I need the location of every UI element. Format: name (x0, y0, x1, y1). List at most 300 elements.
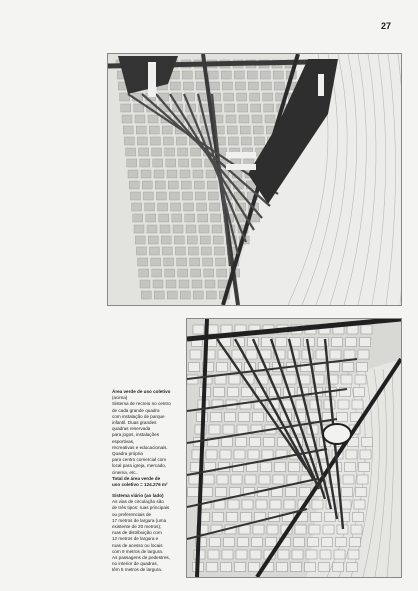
city-block (143, 192, 153, 200)
caption-line: recreativas e educacionais. (112, 444, 168, 450)
city-block (229, 375, 240, 384)
city-block (234, 450, 245, 459)
city-block (240, 400, 251, 409)
city-block (248, 82, 258, 90)
city-block (262, 450, 273, 459)
city-block (334, 550, 345, 559)
city-block (189, 475, 200, 484)
city-block (294, 538, 305, 547)
city-block (189, 363, 200, 372)
city-block (171, 203, 181, 211)
caption-line: local para igreja, mercado, (112, 463, 167, 469)
city-block (228, 500, 239, 509)
city-block (323, 525, 334, 534)
city-block (223, 425, 234, 434)
city-block (253, 413, 264, 422)
city-block (153, 280, 163, 288)
city-block (253, 126, 263, 134)
city-block (155, 181, 165, 189)
city-block (208, 550, 219, 559)
city-block (273, 475, 284, 484)
city-block (302, 350, 313, 359)
city-block (278, 550, 289, 559)
city-block (231, 475, 242, 484)
city-block (259, 475, 270, 484)
city-block (346, 338, 357, 347)
city-block (217, 363, 228, 372)
city-block (264, 104, 274, 112)
city-block (330, 350, 341, 359)
city-block (211, 413, 222, 422)
city-block (190, 350, 201, 359)
city-block (128, 170, 138, 178)
city-block (192, 280, 202, 288)
city-block (227, 513, 238, 522)
city-block (357, 475, 368, 484)
city-block (206, 291, 216, 299)
city-block (135, 236, 145, 244)
city-block (182, 192, 192, 200)
city-block (354, 388, 365, 397)
caption-line: com instalação de parque (112, 413, 165, 419)
city-block (305, 563, 316, 572)
city-block (205, 280, 215, 288)
city-block (192, 159, 202, 167)
city-block (238, 104, 248, 112)
city-block (172, 214, 182, 222)
city-block (175, 247, 185, 255)
city-block (222, 82, 232, 90)
city-block (322, 538, 333, 547)
city-block (162, 247, 172, 255)
city-block (212, 225, 222, 233)
roundabout (323, 424, 351, 444)
caption-line: no interior de quadras, (112, 561, 158, 567)
city-block (338, 400, 349, 409)
city-block (309, 525, 320, 534)
city-block (166, 159, 176, 167)
city-block (261, 82, 271, 90)
city-block (276, 338, 287, 347)
city-block (185, 214, 195, 222)
city-block (145, 203, 155, 211)
city-block (221, 563, 232, 572)
city-block (289, 463, 300, 472)
city-block (134, 225, 144, 233)
city-block (222, 550, 233, 559)
city-block (239, 413, 250, 422)
city-block (152, 148, 162, 156)
plaza (226, 152, 256, 158)
caption-line: para jogos, instalações esportivas, (112, 432, 159, 444)
city-block (126, 148, 136, 156)
city-block (235, 563, 246, 572)
city-block (252, 538, 263, 547)
city-block (159, 214, 169, 222)
city-block (318, 338, 329, 347)
city-block (325, 513, 336, 522)
city-block (240, 126, 250, 134)
city-block (160, 225, 170, 233)
city-block (180, 170, 190, 178)
city-block (148, 236, 158, 244)
city-block (217, 269, 227, 277)
city-block (351, 525, 362, 534)
city-block (142, 181, 152, 189)
caption-green-title: Área verde de uso coletivo (112, 389, 171, 394)
city-block (206, 450, 217, 459)
city-block (163, 137, 173, 145)
city-block (220, 450, 231, 459)
city-block (196, 82, 206, 90)
city-block (238, 538, 249, 547)
city-block (341, 375, 352, 384)
city-block (320, 550, 331, 559)
city-block (242, 500, 253, 509)
city-block (241, 137, 251, 145)
city-block (343, 475, 354, 484)
caption-line: cinema, etc.. (112, 469, 139, 475)
city-block (186, 225, 196, 233)
city-block (359, 463, 370, 472)
city-block (202, 488, 213, 497)
city-block (179, 280, 189, 288)
city-block (170, 82, 180, 90)
city-block (130, 192, 140, 200)
city-block (343, 363, 354, 372)
sports-field (148, 62, 156, 97)
caption-line: 17 metros de largura (uma (112, 517, 167, 523)
city-block (352, 400, 363, 409)
city-block (148, 115, 158, 123)
site-plan-green-areas (107, 53, 402, 306)
city-block (149, 126, 159, 134)
city-block (181, 181, 191, 189)
city-block (234, 71, 244, 79)
city-block (203, 258, 213, 266)
caption-line: As vias de circulação são (112, 499, 164, 505)
city-block (264, 438, 275, 447)
city-block (147, 225, 157, 233)
city-block (127, 159, 137, 167)
caption-line: quadras reservada (112, 426, 151, 432)
city-block (141, 291, 151, 299)
city-block (199, 225, 209, 233)
city-block (210, 538, 221, 547)
city-block (180, 291, 190, 299)
city-block (200, 236, 210, 244)
city-block (306, 550, 317, 559)
city-block (256, 500, 267, 509)
city-block (133, 214, 143, 222)
city-block (224, 93, 234, 101)
city-block (265, 115, 275, 123)
city-block (162, 126, 172, 134)
caption-line: para centro comercial com (112, 457, 167, 463)
city-block (275, 463, 286, 472)
city-block (324, 400, 335, 409)
city-block (209, 425, 220, 434)
city-block (347, 563, 358, 572)
city-block (226, 115, 236, 123)
city-block (236, 438, 247, 447)
caption-green-total (112, 476, 182, 488)
city-block (178, 148, 188, 156)
city-block (207, 181, 217, 189)
city-block (191, 148, 201, 156)
city-block (165, 269, 175, 277)
city-block (250, 550, 261, 559)
city-block (146, 214, 156, 222)
city-block (209, 82, 219, 90)
city-block (225, 104, 235, 112)
city-block (274, 82, 284, 90)
city-block (193, 291, 203, 299)
city-block (214, 388, 225, 397)
city-block (333, 563, 344, 572)
city-block (206, 170, 216, 178)
city-block (213, 236, 223, 244)
city-block (211, 214, 221, 222)
city-block (339, 513, 350, 522)
city-block (141, 170, 151, 178)
city-block (253, 525, 264, 534)
city-block (139, 269, 149, 277)
caption-green-subtitle: (acima) (112, 395, 128, 401)
city-block (360, 450, 371, 459)
city-block (284, 500, 295, 509)
city-block (247, 71, 257, 79)
caption-total-line: Total de área verde de (112, 475, 161, 481)
city-block (121, 104, 131, 112)
city-block (165, 148, 175, 156)
city-block (273, 71, 283, 79)
city-block (208, 192, 218, 200)
site-plan-road-system-drawing (187, 319, 401, 577)
city-block (337, 413, 348, 422)
city-block (203, 475, 214, 484)
caption-line: 12 metros de largura e (112, 536, 159, 542)
city-block (158, 203, 168, 211)
site-plan-green-areas-drawing (108, 54, 401, 305)
city-block (360, 338, 371, 347)
city-block (354, 500, 365, 509)
city-block (193, 170, 203, 178)
city-block (173, 225, 183, 233)
city-block (176, 137, 186, 145)
city-block (216, 488, 227, 497)
city-block (228, 388, 239, 397)
city-block (190, 258, 200, 266)
city-block (362, 438, 373, 447)
city-block (250, 93, 260, 101)
city-block (149, 247, 159, 255)
city-block (261, 463, 272, 472)
city-block (187, 236, 197, 244)
city-block (286, 488, 297, 497)
city-block (201, 247, 211, 255)
city-block (198, 214, 208, 222)
caption-total-line: uso coletivo = 124.276 m² (112, 482, 168, 488)
city-block (355, 375, 366, 384)
city-block (249, 563, 260, 572)
city-block (204, 269, 214, 277)
city-block (236, 550, 247, 559)
city-block (357, 363, 368, 372)
city-block (266, 538, 277, 547)
city-block (137, 137, 147, 145)
sports-field (318, 74, 324, 96)
city-block (195, 192, 205, 200)
city-block (213, 513, 224, 522)
city-block (134, 104, 144, 112)
city-block (270, 500, 281, 509)
caption-line: ruas de acesso ou locais (112, 542, 163, 548)
city-block (216, 258, 226, 266)
city-block (353, 513, 364, 522)
city-block (154, 291, 164, 299)
city-block (252, 115, 262, 123)
caption-line: infantil. Duas grandes (112, 420, 157, 426)
city-block (336, 538, 347, 547)
city-block (319, 563, 330, 572)
site-plan-road-system (186, 318, 402, 578)
city-block (161, 236, 171, 244)
city-block (228, 137, 238, 145)
city-block (329, 363, 340, 372)
city-block (182, 71, 192, 79)
city-block (235, 82, 245, 90)
city-block (225, 413, 236, 422)
city-block (154, 170, 164, 178)
city-block (136, 126, 146, 134)
city-block (239, 115, 249, 123)
city-block (217, 475, 228, 484)
city-block (344, 350, 355, 359)
city-block (246, 350, 257, 359)
city-block (179, 159, 189, 167)
city-block (342, 488, 353, 497)
city-block (193, 325, 204, 334)
city-block (210, 203, 220, 211)
city-block (167, 170, 177, 178)
city-block (356, 488, 367, 497)
city-block (139, 148, 149, 156)
city-block (166, 280, 176, 288)
city-block (136, 247, 146, 255)
city-block (124, 137, 134, 145)
caption-green-area (112, 389, 182, 488)
city-block (263, 93, 273, 101)
caption-line: de cada grande quadra (112, 407, 160, 413)
city-block (178, 269, 188, 277)
city-block (156, 192, 166, 200)
city-block (224, 538, 235, 547)
city-block (184, 203, 194, 211)
city-block (267, 525, 278, 534)
city-block (174, 236, 184, 244)
caption-line: têm 5 metros de largura. (112, 567, 163, 573)
city-block (312, 500, 323, 509)
city-block (251, 104, 261, 112)
caption-line: ou preferenciais de (112, 511, 152, 517)
city-block (191, 269, 201, 277)
city-block (135, 115, 145, 123)
city-block (346, 450, 357, 459)
city-block (248, 450, 259, 459)
city-block (167, 291, 177, 299)
city-block (140, 159, 150, 167)
city-block (183, 82, 193, 90)
city-block (245, 475, 256, 484)
city-block (260, 71, 270, 79)
caption-line: As passagens de pedestres, (112, 555, 170, 561)
city-block (292, 550, 303, 559)
city-block (214, 247, 224, 255)
city-block (150, 137, 160, 145)
city-block (291, 563, 302, 572)
caption-line: existente de 20 metros); (112, 524, 162, 530)
city-block (169, 192, 179, 200)
city-block (241, 513, 252, 522)
caption-road-title: Sistema viário (ao lado) (112, 493, 164, 498)
city-block (237, 93, 247, 101)
caption-line: ruas de distribuição com (112, 530, 162, 536)
caption-road-system (112, 493, 182, 574)
city-block (221, 71, 231, 79)
city-block (188, 488, 199, 497)
city-block (250, 438, 261, 447)
city-block (122, 115, 132, 123)
city-block (332, 338, 343, 347)
city-block (208, 71, 218, 79)
city-block (222, 438, 233, 447)
city-block (151, 258, 161, 266)
city-block (207, 563, 218, 572)
city-block (361, 325, 372, 334)
city-block (254, 137, 264, 145)
page-number: 27 (381, 21, 392, 31)
city-block (277, 563, 288, 572)
city-block (132, 203, 142, 211)
city-block (227, 126, 237, 134)
caption-green-body (112, 401, 182, 475)
caption-road-body (112, 499, 182, 573)
city-block (168, 181, 178, 189)
caption-line: Quadra própria (112, 451, 143, 457)
city-block (152, 269, 162, 277)
city-block (194, 181, 204, 189)
caption-line: Sistema de recreio no centro (112, 401, 171, 407)
city-block (140, 280, 150, 288)
city-block (308, 538, 319, 547)
caption-line: de três tipos: ruas principais (112, 505, 170, 511)
caption-line: com 9 metros de largura. (112, 548, 164, 554)
city-block (295, 525, 306, 534)
city-block (153, 159, 163, 167)
city-block (123, 126, 133, 134)
city-block (188, 247, 198, 255)
city-block (164, 258, 174, 266)
city-block (348, 550, 359, 559)
plaza (226, 164, 256, 170)
city-block (350, 538, 361, 547)
city-block (197, 203, 207, 211)
city-block (358, 350, 369, 359)
city-block (345, 463, 356, 472)
city-block (177, 258, 187, 266)
city-block (311, 513, 322, 522)
